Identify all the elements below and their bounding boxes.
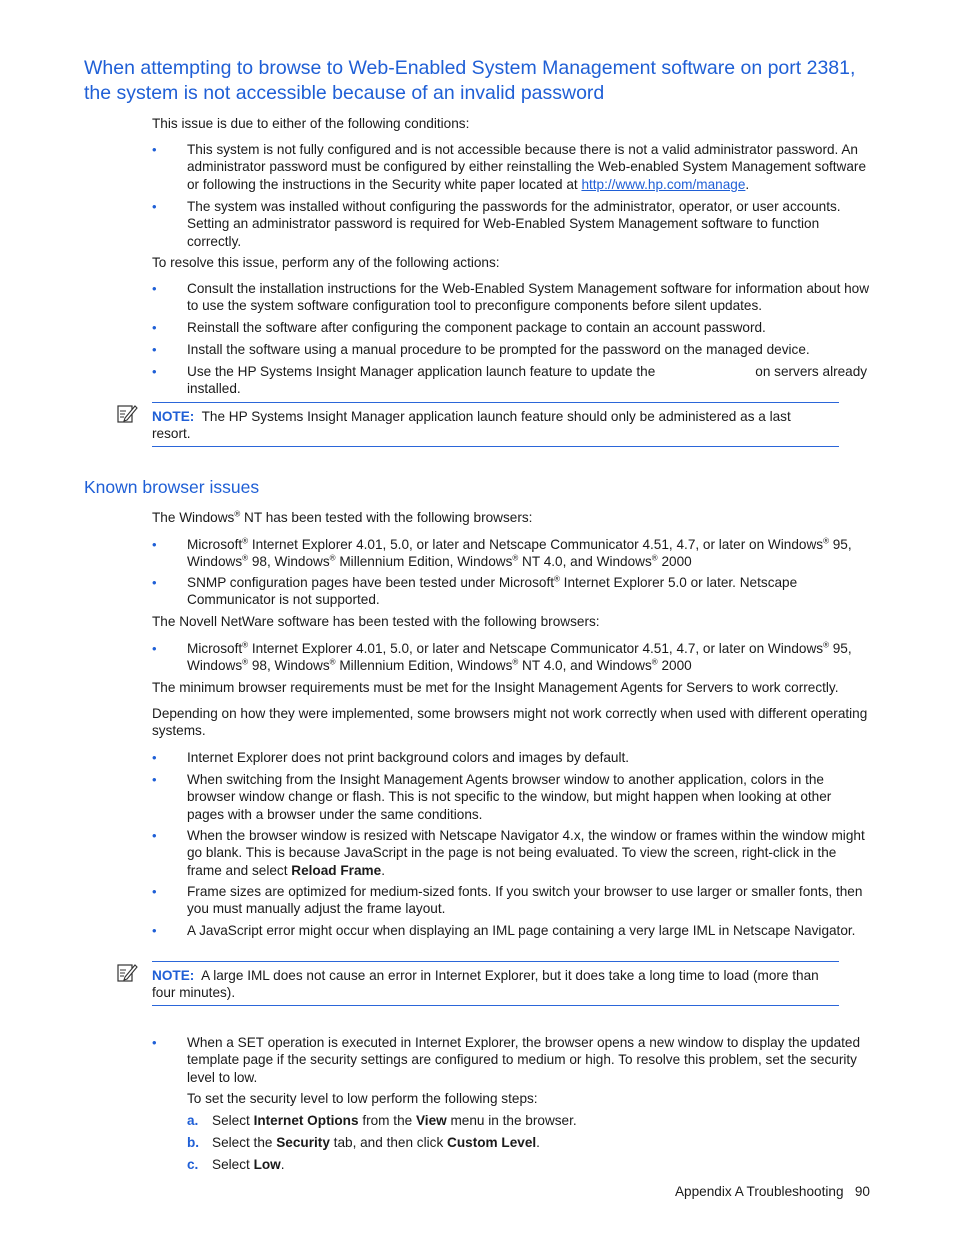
nt-intro-paragraph: The Windows® NT has been tested with the following browsers: [152, 509, 533, 525]
list-item-text: When the browser window is resized with Netscape Navigator 4.x, the window or frames within the window might go blank. This is because JavaScript in the page is not being evaluated. To view the screen, right-click in the frame and select Reload Frame. [187, 828, 865, 878]
list-item-text: Frame sizes are optimized for medium-sized fonts. If you switch your browser to use larger or smaller fonts, then you must manually adjust the frame layout. [187, 884, 863, 917]
list-item-text: When switching from the Insight Management Agents browser window to another application, colors in the browser window change or flash. This is not specific to the window, but might happen when looking at other pages with a browser under the same conditions. [187, 772, 832, 822]
note-label: NOTE: [152, 409, 195, 424]
step-letter: b. [187, 1135, 200, 1150]
list-item-text: Microsoft® Internet Explorer 4.01, 5.0, or later and Netscape Communicator 4.51, 4.7, or later on Windows® 95, Windows® 98, Windows® Millennium Edition, Windows® NT 4.0, and Windows® 2000 [187, 640, 852, 674]
bullet-icon: • [152, 575, 157, 590]
bullet-icon: • [152, 772, 157, 787]
list-item-text: When a SET operation is executed in Internet Explorer, the browser opens a new window to display the updated template page if the security settings are configured to medium or high. To resolve this problem, set the security level to low. [187, 1035, 861, 1085]
bullet-icon: • [152, 342, 157, 357]
bullet-icon: • [152, 828, 157, 843]
netware-intro-paragraph: The Novell NetWare software has been tested with the following browsers: [152, 614, 600, 629]
list-item-text: Use the HP Systems Insight Manager application launch feature to update the on servers already installed. [187, 364, 868, 397]
step-text: Select Low. [212, 1157, 285, 1172]
bullet-icon: • [152, 750, 157, 765]
note-text: NOTE: The HP Systems Insight Manager application launch feature should only be administered as a last resort. [152, 409, 791, 442]
bullet-icon: • [152, 281, 157, 296]
section-heading-browser-issues: Known browser issues [84, 477, 260, 497]
list-item-text: This system is not fully configured and is not accessible because there is not a valid administrator password. An administrator password must be configured by either reinstalling the Web-enabled System Management software or following the instructions in the Security white paper located at http://www.hp.com/manage. [187, 142, 867, 192]
list-item-text: A JavaScript error might occur when displaying an IML page containing a very large IML in Netscape Navigator. [187, 923, 856, 938]
list-item-text: Reinstall the software after configuring the component package to contain an account password. [187, 320, 766, 335]
bullet-icon: • [152, 320, 157, 335]
step-text: Select Internet Options from the View menu in the browser. [212, 1113, 577, 1128]
bullet-icon: • [152, 142, 157, 157]
list-item-text: Consult the installation instructions for the Web-Enabled System Management software for information about how to use the system software configuration tool to preconfigure components before silent updates. [187, 281, 870, 314]
note-top-rule [152, 402, 839, 403]
min-requirements-paragraph: The minimum browser requirements must be met for the Insight Management Agents for Servers to work correctly. [152, 680, 839, 695]
step-text: Select the Security tab, and then click Custom Level. [212, 1135, 540, 1150]
footer-section: Appendix A Troubleshooting [674, 1184, 844, 1199]
note-pencil-icon [116, 403, 138, 425]
bullet-icon: • [152, 199, 157, 214]
note-top-rule [152, 961, 839, 962]
intro-paragraph: This issue is due to either of the following conditions: [152, 116, 470, 131]
list-item-text: Internet Explorer does not print background colors and images by default. [187, 750, 630, 765]
bullet-icon: • [152, 537, 157, 552]
note-pencil-icon [116, 962, 138, 984]
depending-paragraph: Depending on how they were implemented, some browsers might not work correctly when used with different operating systems. [152, 706, 868, 739]
note-label: NOTE: [152, 968, 195, 983]
note-text: NOTE: A large IML does not cause an error in Internet Explorer, but it does take a long time to load (more than four minutes). [152, 968, 819, 1001]
list-item-text: Install the software using a manual procedure to be prompted for the password on the managed device. [187, 342, 810, 357]
bullet-icon: • [152, 364, 157, 379]
bullet-icon: • [152, 641, 157, 656]
hp-manage-link[interactable]: http://www.hp.com/manage [581, 176, 746, 192]
bullet-icon: • [152, 923, 157, 938]
steps-intro-paragraph: To set the security level to low perform the following steps: [187, 1091, 538, 1106]
bullet-icon: • [152, 1035, 157, 1050]
list-item-text: The system was installed without configuring the passwords for the administrator, operator, or user accounts. Setting an administrator password is required for Web-Enabled System Management software to function correctly. [187, 199, 841, 249]
resolve-paragraph: To resolve this issue, perform any of the following actions: [152, 255, 500, 270]
list-item-text: SNMP configuration pages have been tested under Microsoft® Internet Explorer 5.0 or later. Netscape Communicator is not supported. [187, 574, 798, 608]
bullet-icon: • [152, 884, 157, 899]
section-heading-invalid-password: When attempting to browse to Web-Enabled System Management software on port 2381, the system is not accessible because of an invalid password [84, 57, 856, 104]
step-letter: c. [187, 1157, 199, 1172]
list-item-text: Microsoft® Internet Explorer 4.01, 5.0, or later and Netscape Communicator 4.51, 4.7, or later on Windows® 95, Windows® 98, Windows® Millennium Edition, Windows® NT 4.0, and Windows® 2000 [187, 536, 852, 570]
note-bottom-rule [152, 446, 839, 447]
note-bottom-rule [152, 1005, 839, 1006]
page-footer [675, 1183, 870, 1200]
step-letter: a. [187, 1113, 199, 1128]
page-number: 90 [854, 1184, 870, 1199]
